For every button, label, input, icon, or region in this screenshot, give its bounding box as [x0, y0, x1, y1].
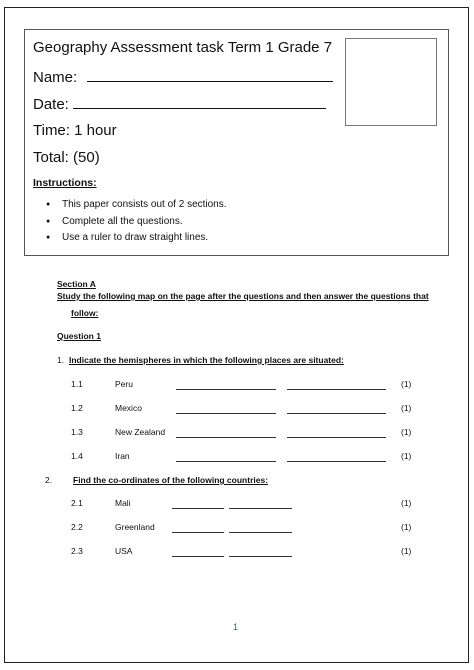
answer-blank-2[interactable] — [287, 413, 386, 414]
answer-blank-1[interactable] — [176, 389, 276, 390]
answer-blank-2[interactable] — [287, 389, 386, 390]
page-number: 1 — [233, 622, 239, 632]
answer-blank-1[interactable] — [176, 437, 276, 438]
question-1-title: Question 1 — [57, 331, 101, 341]
item-mark: (1) — [401, 427, 412, 437]
date-field[interactable] — [33, 95, 326, 114]
instruction-item: ● Use a ruler to draw straight lines. — [46, 230, 227, 247]
q1-row — [0, 403, 474, 415]
answer-blank-2[interactable] — [287, 461, 386, 462]
name-line — [87, 68, 333, 82]
q2-row — [0, 546, 474, 558]
section-a-title: Section A — [57, 279, 96, 289]
instructions-title: Instructions: — [33, 177, 97, 189]
answer-blank-1[interactable] — [172, 508, 224, 509]
section-a-intro-line2: follow: — [71, 308, 99, 318]
q1-row — [0, 427, 474, 439]
answer-blank-1[interactable] — [172, 532, 224, 533]
item-mark: (1) — [401, 379, 412, 389]
answer-blank-2[interactable] — [229, 556, 292, 557]
instructions-list — [46, 197, 227, 247]
item-place: New Zealand — [115, 427, 166, 437]
item-number: 2.2 — [71, 522, 83, 532]
item-place: Iran — [115, 451, 130, 461]
item-mark: (1) — [401, 403, 412, 413]
instruction-item: ● Complete all the questions. — [46, 214, 227, 231]
item-place: Mali — [115, 498, 131, 508]
date-label: Date: — [33, 96, 69, 113]
q2-number: 2. — [45, 475, 53, 485]
q2-row — [0, 498, 474, 510]
answer-blank-1[interactable] — [176, 413, 276, 414]
photo-box — [345, 38, 437, 126]
q1-row — [0, 451, 474, 463]
date-line — [73, 95, 326, 109]
q1-row — [0, 379, 474, 391]
item-mark: (1) — [401, 451, 412, 461]
item-mark: (1) — [401, 498, 412, 508]
item-place: Greenland — [115, 522, 155, 532]
answer-blank-2[interactable] — [229, 508, 292, 509]
answer-blank-1[interactable] — [172, 556, 224, 557]
answer-blank-2[interactable] — [287, 437, 386, 438]
answer-blank-2[interactable] — [229, 532, 292, 533]
q2-text: Find the co-ordinates of the following countries: — [73, 475, 269, 485]
q2-row — [0, 522, 474, 534]
total-text: Total: (50) — [33, 149, 100, 166]
q1-number: 1. — [57, 355, 65, 365]
instruction-item: ● This paper consists out of 2 sections. — [46, 197, 227, 214]
item-number: 2.1 — [71, 498, 83, 508]
item-number: 1.3 — [71, 427, 83, 437]
item-place: USA — [115, 546, 133, 556]
section-a-intro-line1: Study the following map on the page after the questions and then answer the questions that — [57, 291, 429, 301]
name-field[interactable] — [33, 68, 333, 87]
answer-blank-1[interactable] — [176, 461, 276, 462]
time-text: Time: 1 hour — [33, 122, 117, 139]
item-place: Mexico — [115, 403, 142, 413]
item-mark: (1) — [401, 522, 412, 532]
q1-text: Indicate the hemispheres in which the following places are situated: — [69, 355, 344, 365]
item-place: Peru — [115, 379, 133, 389]
name-label: Name: — [33, 69, 78, 86]
assessment-title: Geography Assessment task Term 1 Grade 7 — [33, 39, 333, 56]
item-number: 1.4 — [71, 451, 83, 461]
item-number: 1.2 — [71, 403, 83, 413]
item-number: 1.1 — [71, 379, 83, 389]
item-mark: (1) — [401, 546, 412, 556]
item-number: 2.3 — [71, 546, 83, 556]
